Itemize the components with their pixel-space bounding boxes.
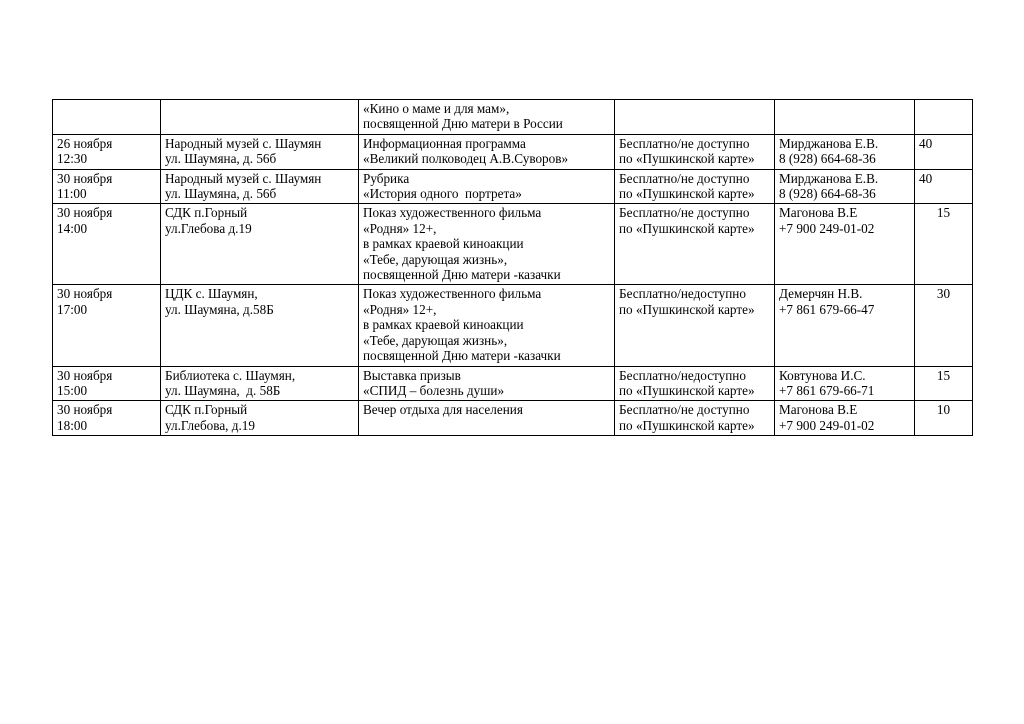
- cell-event: [359, 100, 615, 135]
- contact-phone: 8 (928) 664-68-36: [779, 186, 876, 202]
- cell-venue: [161, 285, 359, 366]
- time-line: 12:30: [57, 151, 88, 167]
- cell-date: [53, 100, 161, 135]
- date-line: 30 ноября: [57, 170, 113, 186]
- venue-line: СДК п.Горный: [165, 205, 248, 221]
- table-row: [53, 285, 973, 366]
- cell-price: [615, 169, 775, 204]
- price-line: Бесплатно/недоступно: [619, 367, 746, 383]
- cell-venue: [161, 204, 359, 285]
- cell-venue: [161, 401, 359, 436]
- event-line: Показ художественного фильма: [363, 286, 542, 302]
- event-line: посвященной Дню матери -казачки: [363, 267, 561, 283]
- cell-event: [359, 401, 615, 436]
- event-line: «История одного портрета»: [363, 186, 522, 202]
- table-body: [53, 100, 973, 436]
- cell-contact: [775, 100, 915, 135]
- date-line: 30 ноября: [57, 205, 113, 221]
- event-line: «Родня» 12+,: [363, 301, 437, 317]
- cell-venue: [161, 366, 359, 401]
- time-line: 14:00: [57, 220, 88, 236]
- cell-price: [615, 401, 775, 436]
- cell-date: [53, 401, 161, 436]
- date-line: 30 ноября: [57, 402, 113, 418]
- cell-venue: [161, 134, 359, 169]
- cell-date: [53, 169, 161, 204]
- cell-event: [359, 285, 615, 366]
- table-row: [53, 169, 973, 204]
- cell-price: [615, 134, 775, 169]
- table-row: [53, 366, 973, 401]
- table-row: [53, 134, 973, 169]
- date-line: 26 ноября: [57, 135, 113, 151]
- price-line: по «Пушкинской карте»: [619, 301, 755, 317]
- table-row: [53, 100, 973, 135]
- event-line: «Тебе, дарующая жизнь»,: [363, 251, 508, 267]
- venue-address-line: ул. Шаумяна, д. 56б: [165, 186, 277, 202]
- venue-line: СДК п.Горный: [165, 402, 248, 418]
- event-line: Выставка призыв: [363, 367, 461, 383]
- time-line: 18:00: [57, 417, 88, 433]
- event-line: в рамках краевой киноакции: [363, 317, 524, 333]
- cell-date: [53, 285, 161, 366]
- price-line: по «Пушкинской карте»: [619, 382, 755, 398]
- cell-contact: [775, 169, 915, 204]
- contact-name: Магонова В.Е: [779, 402, 858, 418]
- cell-price: [615, 366, 775, 401]
- event-line: в рамках краевой киноакции: [363, 236, 524, 252]
- contact-phone: +7 861 679-66-71: [779, 382, 875, 398]
- contact-phone: +7 861 679-66-47: [779, 301, 875, 317]
- event-line: Рубрика: [363, 170, 410, 186]
- table-row: [53, 204, 973, 285]
- cell-price: [615, 285, 775, 366]
- contact-name: Демерчян Н.В.: [779, 286, 863, 302]
- venue-line: Народный музей с. Шаумян: [165, 135, 322, 151]
- venue-address-line: ул. Шаумяна, д. 58Б: [165, 382, 281, 398]
- contact-name: Мирджанова Е.В.: [779, 170, 879, 186]
- cell-event: [359, 169, 615, 204]
- venue-address-line: ул.Глебова д.19: [165, 220, 252, 236]
- venue-line: ЦДК с. Шаумян,: [165, 286, 258, 302]
- event-line: Информационная программа: [363, 135, 526, 151]
- contact-name: Магонова В.Е: [779, 205, 858, 221]
- contact-phone: +7 900 249-01-02: [779, 417, 875, 433]
- price-line: Бесплатно/не доступно: [619, 402, 750, 418]
- date-line: 30 ноября: [57, 367, 113, 383]
- price-line: по «Пушкинской карте»: [619, 186, 755, 202]
- price-line: Бесплатно/не доступно: [619, 205, 750, 221]
- contact-name: Ковтунова И.С.: [779, 367, 866, 383]
- cell-date: [53, 134, 161, 169]
- time-line: 15:00: [57, 382, 88, 398]
- time-line: 11:00: [57, 186, 87, 202]
- venue-line: Библиотека с. Шаумян,: [165, 367, 296, 383]
- cell-contact: [775, 366, 915, 401]
- venue-address-line: ул. Шаумяна, д.58Б: [165, 301, 274, 317]
- contact-phone: +7 900 249-01-02: [779, 220, 875, 236]
- cell-capacity: [915, 100, 973, 135]
- cell-contact: [775, 401, 915, 436]
- event-line: «СПИД – болезнь души»: [363, 382, 505, 398]
- contact-phone: 8 (928) 664-68-36: [779, 151, 876, 167]
- venue-address-line: ул.Глебова, д.19: [165, 417, 255, 433]
- price-line: Бесплатно/недоступно: [619, 286, 746, 302]
- cell-date: [53, 366, 161, 401]
- time-line: 17:00: [57, 301, 88, 317]
- price-line: по «Пушкинской карте»: [619, 417, 755, 433]
- cell-capacity: 10: [915, 401, 973, 436]
- cell-event: [359, 204, 615, 285]
- cell-capacity: 15: [915, 204, 973, 285]
- event-line: «Родня» 12+,: [363, 220, 437, 236]
- table-row: [53, 401, 973, 436]
- event-line: «Кино о маме и для мам»,: [363, 101, 510, 116]
- cell-date: [53, 204, 161, 285]
- cell-contact: [775, 204, 915, 285]
- cell-event: [359, 134, 615, 169]
- cell-venue: [161, 100, 359, 135]
- cell-venue: [161, 169, 359, 204]
- event-line: посвященной Дню матери -казачки: [363, 348, 561, 364]
- venue-line: Народный музей с. Шаумян: [165, 170, 322, 186]
- venue-address-line: ул. Шаумяна, д. 56б: [165, 151, 277, 167]
- cell-contact: [775, 134, 915, 169]
- cell-price: [615, 204, 775, 285]
- cell-capacity: 30: [915, 285, 973, 366]
- price-line: Бесплатно/не доступно: [619, 135, 750, 151]
- cell-event: [359, 366, 615, 401]
- date-line: 30 ноября: [57, 286, 113, 302]
- cell-capacity: 40: [915, 134, 973, 169]
- event-line: посвященной Дню матери в России: [363, 116, 563, 132]
- event-line: «Тебе, дарующая жизнь»,: [363, 332, 508, 348]
- event-line: Показ художественного фильма: [363, 205, 542, 221]
- contact-name: Мирджанова Е.В.: [779, 135, 879, 151]
- cell-capacity: 15: [915, 366, 973, 401]
- events-schedule-table: [52, 99, 973, 436]
- price-line: по «Пушкинской карте»: [619, 151, 755, 167]
- cell-contact: [775, 285, 915, 366]
- price-line: по «Пушкинской карте»: [619, 220, 755, 236]
- event-line: «Великий полководец А.В.Суворов»: [363, 151, 569, 167]
- price-line: Бесплатно/не доступно: [619, 170, 750, 186]
- event-line: Вечер отдыха для населения: [363, 402, 523, 418]
- cell-capacity: 40: [915, 169, 973, 204]
- cell-price: [615, 100, 775, 135]
